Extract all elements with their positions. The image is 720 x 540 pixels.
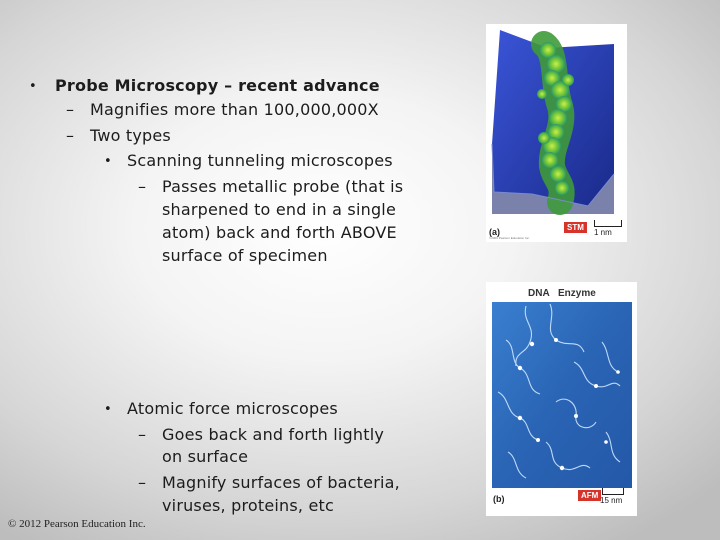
dash-marker: –	[138, 425, 146, 444]
afm-scale-label: 15 nm	[600, 496, 623, 505]
enzyme-label: Enzyme	[558, 288, 596, 299]
bullet-dot: •	[104, 154, 112, 169]
stm-scale-bar	[594, 220, 622, 227]
stm-desc-line-3: atom) back and forth ABOVE	[162, 223, 397, 242]
stm-title: Scanning tunneling microscopes	[127, 151, 393, 170]
afm-panel-tag: (b)	[493, 494, 505, 504]
afm-desc-2-line-2: viruses, proteins, etc	[162, 496, 335, 515]
stm-scale-label: 1 nm	[594, 228, 612, 237]
dna-label: DNA	[528, 288, 550, 299]
two-types-text: Two types	[90, 126, 171, 145]
stm-badge: STM	[564, 222, 587, 233]
afm-micrograph-figure	[486, 282, 637, 516]
afm-desc-1-line-2: on surface	[162, 447, 249, 466]
bullet-dot: •	[104, 402, 112, 417]
afm-scale-bar	[602, 488, 624, 495]
copyright-footer: © 2012 Pearson Education Inc.	[8, 518, 146, 530]
bullet-dot: •	[29, 79, 37, 94]
afm-desc-1-line-1: Goes back and forth lightly	[162, 425, 385, 444]
afm-badge: AFM	[578, 490, 601, 501]
afm-surface-image	[486, 282, 637, 516]
magnification-text: Magnifies more than 100,000,000X	[90, 100, 379, 119]
stm-panel-tag: (a)	[489, 227, 500, 237]
dash-marker: –	[138, 473, 146, 492]
stm-surface-image	[486, 24, 627, 242]
heading: Probe Microscopy – recent advance	[55, 76, 380, 95]
dash-marker: –	[138, 177, 146, 196]
dash-marker: –	[66, 126, 74, 145]
stm-micrograph-figure	[486, 24, 627, 242]
dash-marker: –	[66, 100, 74, 119]
stm-credit: ©2006 Pearson Education Inc.	[489, 236, 530, 240]
afm-desc-2-line-1: Magnify surfaces of bacteria,	[162, 473, 400, 492]
stm-desc-line-1: Passes metallic probe (that is	[162, 177, 404, 196]
stm-desc-line-4: surface of specimen	[162, 246, 328, 265]
afm-title: Atomic force microscopes	[127, 399, 338, 418]
stm-desc-line-2: sharpened to end in a single	[162, 200, 396, 219]
